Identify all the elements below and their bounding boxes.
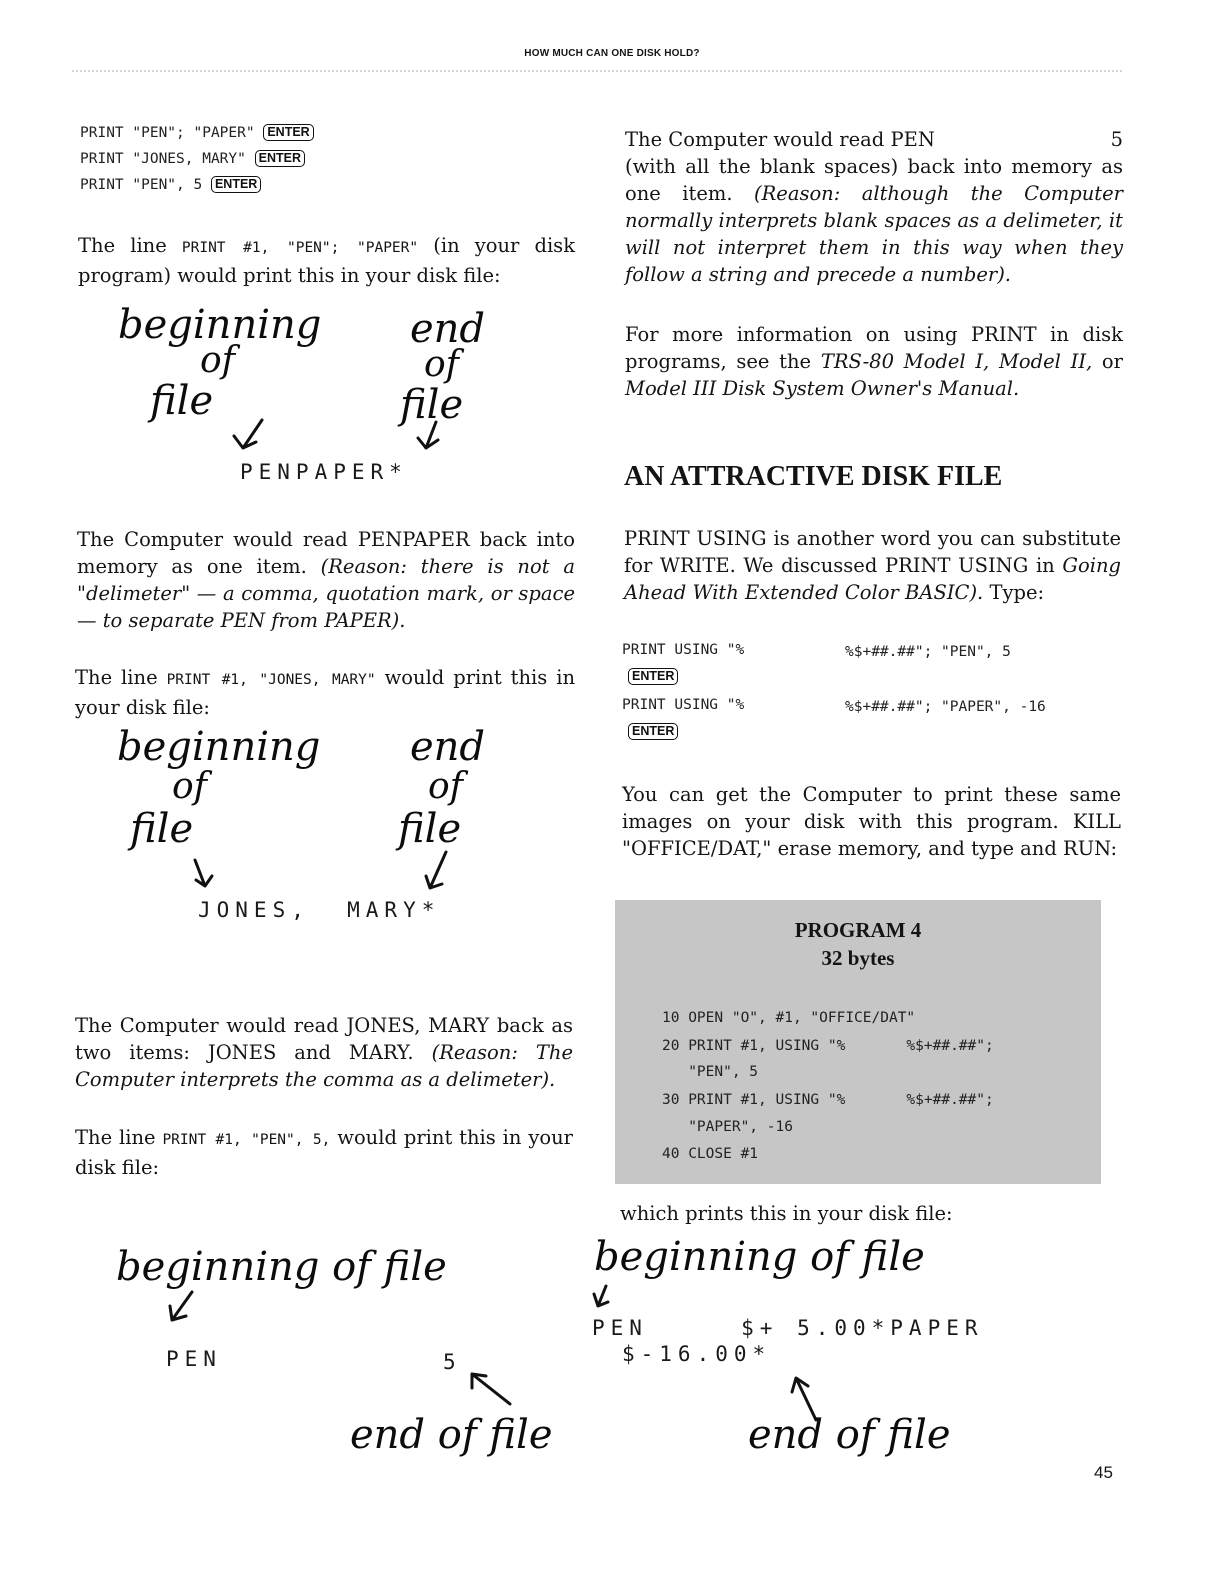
disk-file-output: 5 xyxy=(443,1350,462,1374)
page-number: 45 xyxy=(1094,1463,1113,1482)
handwritten-label: file xyxy=(400,382,464,428)
paragraph: The line PRINT #1, "PEN", 5, would print this in your disk file: xyxy=(75,1126,573,1179)
section-heading: AN ATTRACTIVE DISK FILE xyxy=(624,461,1003,492)
enter-key-icon: ENTER xyxy=(211,176,261,193)
code-line xyxy=(628,668,678,685)
handwritten-label: file xyxy=(398,806,462,852)
disk-file-output: PEN $+ 5.00*PAPER xyxy=(592,1316,984,1340)
paragraph: For more information on using PRINT in disk programs, see the TRS-80 Model I, Model II, or Model III Disk System Owner's Manual. xyxy=(625,323,1123,400)
code-line: PRINT USING "% xyxy=(622,697,745,713)
disk-file-output: PENPAPER* xyxy=(240,460,408,484)
handwritten-label: of xyxy=(200,340,235,381)
paragraph: The Computer would read PENPAPER back into memory as one item. (Reason: there is not a "delimeter" — a comma, quotation mark, or space — to separate PEN from PAPER). xyxy=(77,528,575,632)
handwritten-label: of xyxy=(424,344,459,385)
paragraph: The line PRINT #1, "PEN"; "PAPER" (in your disk program) would print this in your disk file: xyxy=(78,234,576,287)
paragraph: The Computer would read JONES, MARY back as two items: JONES and MARY. (Reason: The Computer interprets the comma as a delimeter). xyxy=(75,1014,573,1091)
enter-key-icon: ENTER xyxy=(628,723,678,740)
running-header: HOW MUCH CAN ONE DISK HOLD? xyxy=(524,48,700,59)
code-line: PRINT "PEN", 5 ENTER xyxy=(80,176,261,193)
handwritten-label: end xyxy=(410,306,486,352)
enter-key-icon: ENTER xyxy=(628,668,678,685)
paragraph: You can get the Computer to print these same images on your disk with this program. KILL "OFFICE/DAT," erase memory, and type and RUN: xyxy=(622,783,1121,860)
disk-file-output: $-16.00* xyxy=(622,1342,772,1366)
paragraph: PRINT USING is another word you can substitute for WRITE. We discussed PRINT USING in Going Ahead With Extended Color BASIC). Type: xyxy=(624,527,1121,604)
code-line: PRINT "JONES, MARY" ENTER xyxy=(80,150,305,167)
code-line: "PAPER", -16 xyxy=(662,1119,793,1135)
handwritten-label: beginning of file xyxy=(116,1244,447,1290)
code-line: PRINT "PEN"; "PAPER" ENTER xyxy=(80,124,314,141)
handwritten-label: end xyxy=(410,724,486,770)
handwritten-label: end of file xyxy=(748,1412,951,1458)
handwritten-label: of xyxy=(172,766,207,807)
program-listing-box xyxy=(615,900,1101,1184)
code-line: %$+##.##"; "PEN", 5 xyxy=(845,644,1011,660)
handwritten-label: beginning xyxy=(117,724,321,770)
code-line: PRINT USING "% xyxy=(622,642,745,658)
code-line: 30 PRINT #1, USING "% %$+##.##"; xyxy=(662,1092,994,1108)
code-line: 10 OPEN "O", #1, "OFFICE/DAT" xyxy=(662,1010,916,1026)
code-line: "PEN", 5 xyxy=(662,1064,759,1080)
header-rule xyxy=(72,70,1122,72)
disk-file-output: JONES, MARY* xyxy=(198,898,441,922)
paragraph: which prints this in your disk file: xyxy=(620,1202,953,1225)
code-line: %$+##.##"; "PAPER", -16 xyxy=(845,699,1046,715)
handwritten-label: end of file xyxy=(350,1412,553,1458)
disk-file-output: PEN xyxy=(166,1347,222,1371)
handwritten-label: file xyxy=(130,806,194,852)
handwritten-label: of xyxy=(428,766,463,807)
handwritten-label: beginning of file xyxy=(594,1234,925,1280)
arrow-icon xyxy=(0,0,1,1)
paragraph: The Computer would read PEN 5 (with all the blank spaces) back into memory as one item. (Reason: although the Computer normally interprets blank spaces as a delimeter, it will not interpret them in this way when they follow a string and precede a number). xyxy=(625,128,1123,286)
enter-key-icon: ENTER xyxy=(263,124,313,141)
code-line: 40 CLOSE #1 xyxy=(662,1146,759,1162)
handwritten-label: beginning xyxy=(118,302,322,348)
enter-key-icon: ENTER xyxy=(255,150,305,167)
program-title: PROGRAM 4 xyxy=(794,918,922,942)
handwritten-label: file xyxy=(150,378,214,424)
paragraph: The line PRINT #1, "JONES, MARY" would print this in your disk file: xyxy=(75,666,575,719)
program-size: 32 bytes xyxy=(821,946,895,970)
code-line: 20 PRINT #1, USING "% %$+##.##"; xyxy=(662,1038,994,1054)
code-line xyxy=(628,723,678,740)
